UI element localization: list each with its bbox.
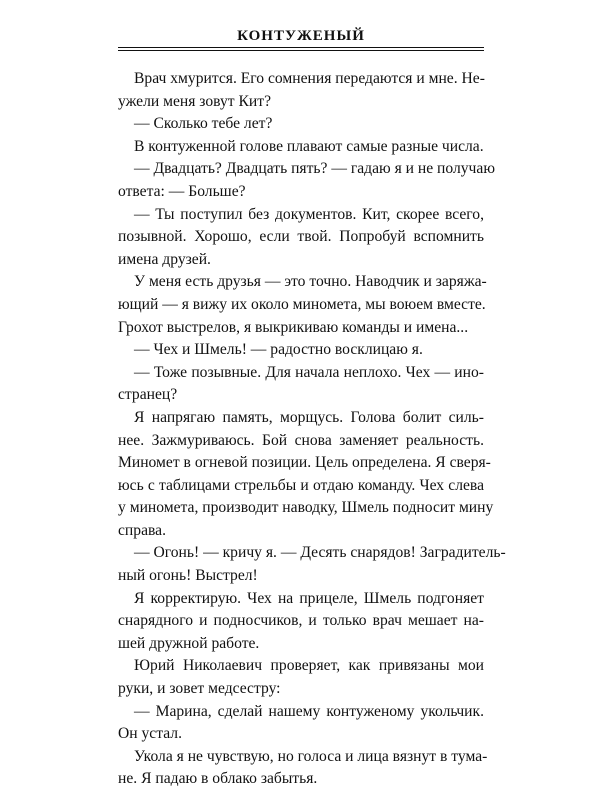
text-line: у миномета, производит наводку, Шмель подносит мину	[118, 499, 494, 517]
header-rule-bottom	[118, 50, 484, 51]
text-line: — Чех и Шмель! — радостно восклицаю я.	[134, 341, 423, 359]
text-line: юсь с таблицами стрельбы и отдаю команду. Чех слева	[118, 476, 484, 494]
text-line: имена друзей.	[118, 250, 211, 268]
text-line: Он устал.	[118, 725, 182, 743]
text-line: снарядного и подносчиков, и только врач мешает на-	[118, 612, 484, 630]
text-line: ный огонь! Выстрел!	[118, 567, 258, 585]
text-line: руки, и зовет медсестру:	[118, 680, 281, 698]
text-line: ющий — я вижу их около миномета, мы воюем вместе.	[118, 295, 486, 313]
text-line: нее. Зажмуриваюсь. Бой снова заменяет реальность.	[118, 431, 484, 449]
text-line: Грохот выстрелов, я выкрикиваю команды и имена...	[118, 318, 469, 336]
text-line: позывной. Хорошо, если твой. Попробуй вспомнить	[118, 228, 484, 246]
text-line: Врач хмурится. Его сомнения передаются и мне. Не-	[134, 70, 485, 87]
text-line: шей дружной работе.	[118, 634, 260, 652]
text-line: не. Я падаю в облако забытья.	[118, 770, 318, 788]
body-text	[118, 68, 506, 791]
text-line: ужели меня зовут Кит?	[118, 92, 271, 110]
running-head-title: КОНТУЖЕНЫЙ	[237, 28, 365, 44]
text-line: Я напрягаю память, морщусь. Голова болит силь-	[134, 408, 484, 426]
text-line: Миномет в огневой позиции. Цель определена. Я сверя-	[118, 454, 491, 472]
header-rule-top	[118, 47, 484, 48]
text-line: — Марина, сделай нашему контуженому укольчик.	[134, 702, 484, 720]
text-line: странец?	[118, 386, 178, 404]
text-line: Укола я не чувствую, но голоса и лица вязнут в тума-	[134, 747, 488, 765]
text-line: Юрий Николаевич проверяет, как привязаны мои	[134, 657, 484, 675]
text-line: ответа: — Больше?	[118, 182, 246, 200]
text-line: — Сколько тебе лет?	[134, 115, 273, 133]
text-line: — Двадцать? Двадцать пять? — гадаю я и не получаю	[134, 160, 495, 178]
text-line: — Огонь! — кричу я. — Десять снарядов! Заградитель-	[134, 544, 506, 562]
text-line: справа.	[118, 521, 166, 539]
text-line: У меня есть друзья — это точно. Наводчик и заряжа-	[134, 273, 487, 291]
text-line: Я корректирую. Чех на прицеле, Шмель подгоняет	[134, 589, 484, 607]
text-line: В контуженной голове плавают самые разные числа.	[134, 137, 484, 155]
text-line: — Ты поступил без документов. Кит, скорее всего,	[134, 205, 484, 223]
text-line: — Тоже позывные. Для начала неплохо. Чех — ино-	[134, 363, 484, 381]
